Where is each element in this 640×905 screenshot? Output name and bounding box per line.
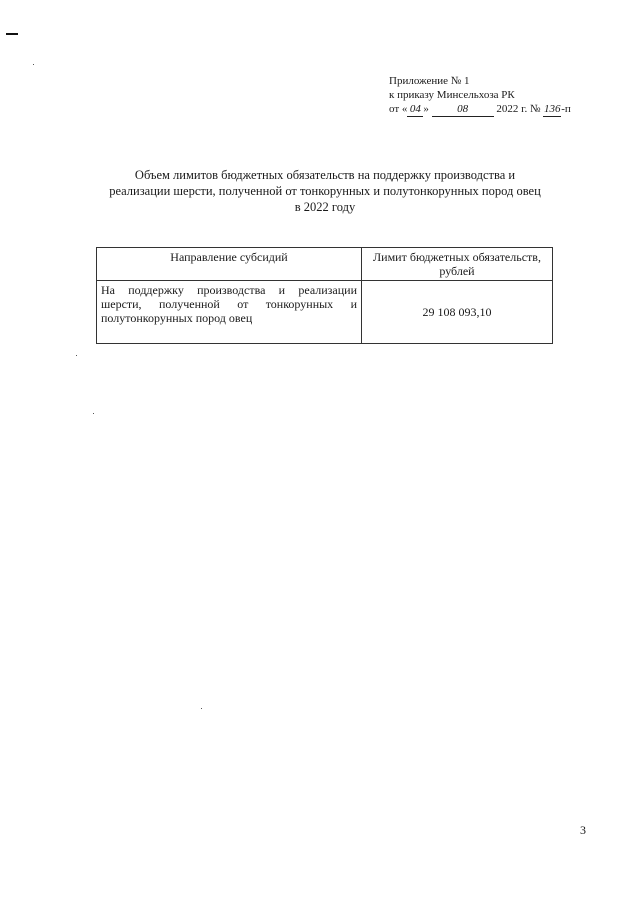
date-month: 08 [432, 102, 494, 117]
table-header-row [97, 248, 553, 281]
limits-table [96, 247, 553, 344]
attachment-header [389, 74, 571, 116]
document-title: Объем лимитов бюджетных обязательств на поддержку производства и реализации шерсти, полученной от тонкорунных и полутонкорунных пород овец в 2022 году [109, 168, 541, 214]
header-limit: Лимит бюджетных обязательств, рублей [362, 248, 553, 281]
scan-speck [93, 413, 94, 414]
attachment-line-1: Приложение № 1 [389, 75, 470, 87]
order-suffix: -п [561, 103, 571, 115]
date-mid: » [423, 103, 429, 115]
cell-direction: На поддержку производства и реализации шерсти, полученной от тонкорунных и полутонкорунных пород овец [97, 281, 362, 344]
cell-limit: 29 108 093,10 [362, 281, 553, 344]
date-day: 04 [407, 102, 423, 117]
date-prefix: от « [389, 103, 408, 115]
date-year: 2022 г. № [496, 103, 541, 115]
scan-corner-mark [6, 33, 18, 35]
table-row [97, 281, 553, 344]
scan-speck [33, 64, 34, 65]
scan-speck [76, 355, 77, 356]
order-number: 136 [543, 103, 561, 115]
header-direction: Направление субсидий [97, 248, 362, 281]
attachment-line-2: к приказу Минсельхоза РК [389, 89, 515, 101]
page-number: 3 [580, 823, 586, 837]
attachment-line-3 [389, 102, 571, 116]
scan-speck [201, 708, 202, 709]
